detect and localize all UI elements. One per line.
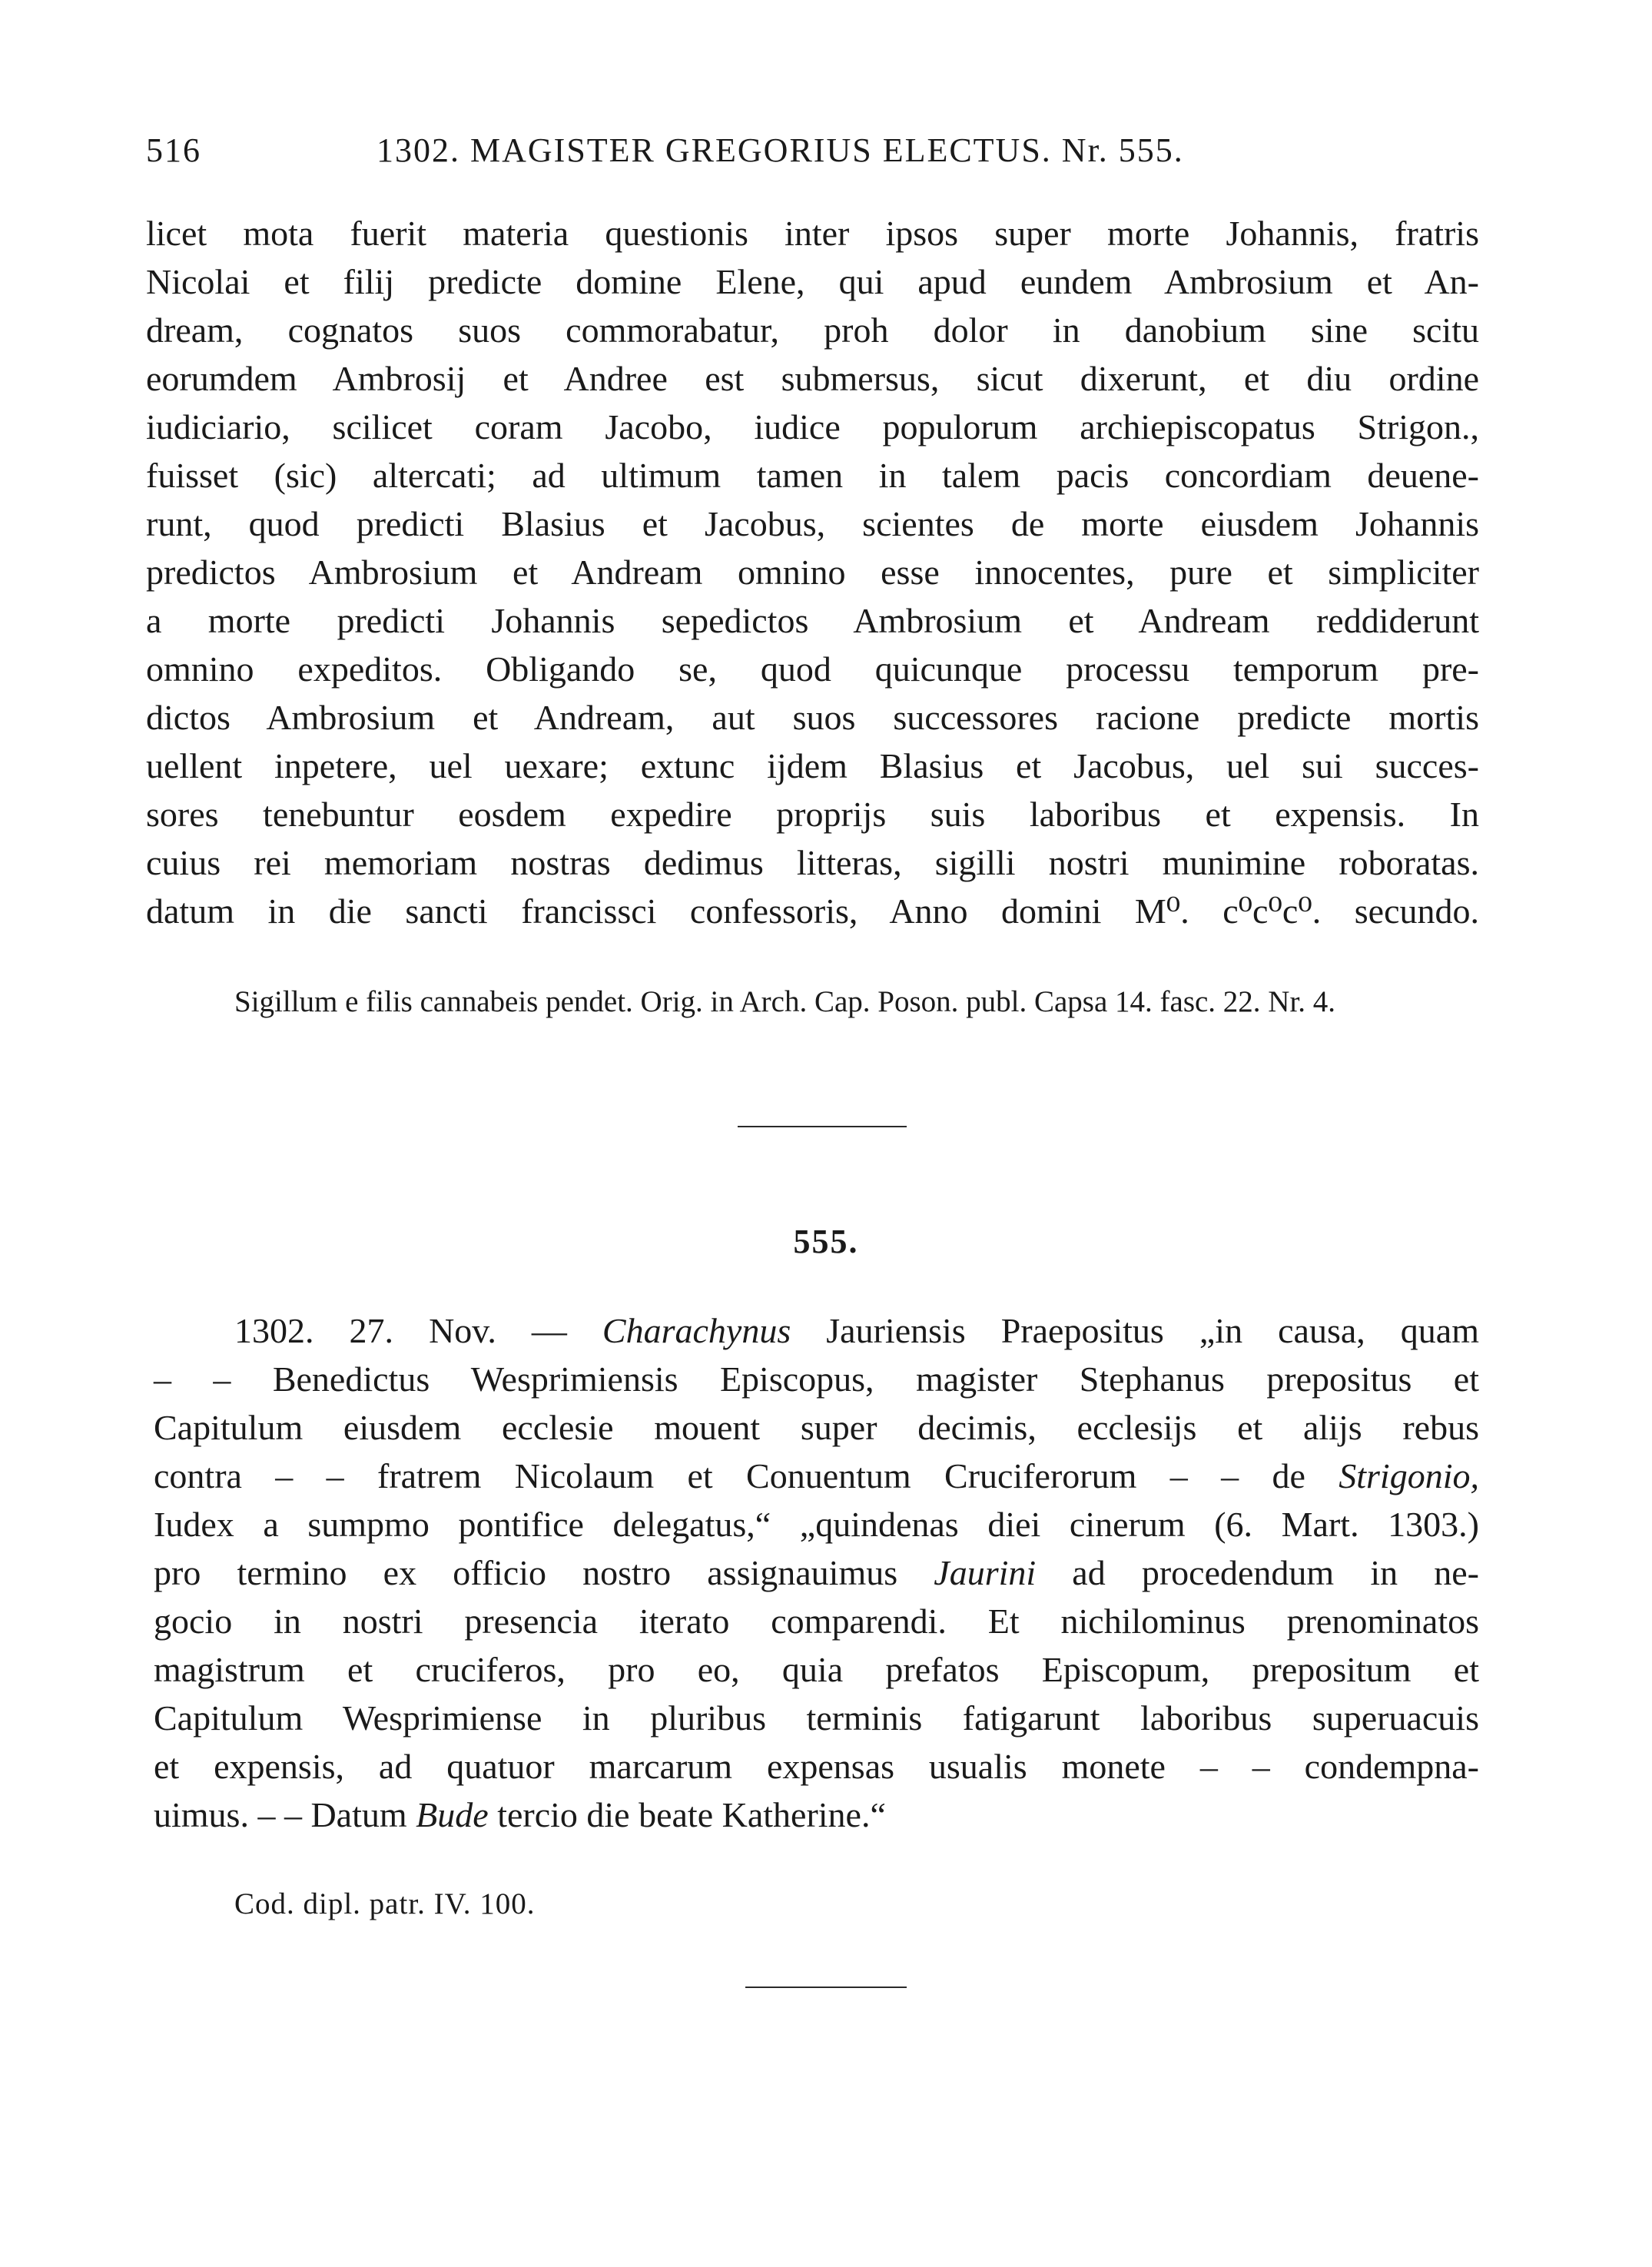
text-line: datum in die sancti francissci confessoris, Anno domini M⁰. c⁰c⁰c⁰. secundo. — [146, 891, 1479, 931]
text-line: sores tenebuntur eosdem expedire proprijs suis laboribus et expensis. In — [146, 795, 1479, 834]
entry-text-segment: uimus. – – Datum — [154, 1795, 416, 1834]
place-name: Strigonio, — [1339, 1456, 1479, 1495]
text-line: dream, cognatos suos commorabatur, proh dolor in danobium sine scitu — [146, 310, 1479, 350]
section-divider — [738, 1126, 907, 1127]
text-line: Nicolai et filij predicte domine Elene, qui apud eundem Ambrosium et An- — [146, 262, 1479, 301]
section-divider — [745, 1987, 907, 1988]
continuation-text — [146, 209, 1479, 935]
source-note: Sigillum e filis cannabeis pendet. Orig. in Arch. Cap. Poson. publ. Capsa 14. fasc. 22. Nr. 4. — [234, 985, 1336, 1018]
person-name: Charachynus — [602, 1311, 791, 1350]
text-line: fuisset (sic) altercati; ad ultimum tamen in talem pacis concordiam deuene- — [146, 456, 1479, 495]
entry-line: Capitulum eiusdem ecclesie mouent super decimis, ecclesijs et alijs rebus — [154, 1408, 1479, 1447]
entry-line: gocio in nostri presencia iterato comparendi. Et nichilominus prenominatos — [154, 1602, 1479, 1641]
entry-text-segment: Jauriensis Praepositus „in causa, quam — [791, 1311, 1480, 1350]
continuation-paragraph — [146, 209, 1479, 935]
text-line: omnino expeditos. Obligando se, quod quicunque processu temporum pre- — [146, 649, 1479, 689]
text-line: eorumdem Ambrosij et Andree est submersus, sicut dixerunt, et diu ordine — [146, 359, 1479, 398]
place-name: Jaurini — [934, 1553, 1037, 1592]
place-name: Bude — [416, 1795, 489, 1834]
text-line: dictos Ambrosium et Andream, aut suos successores racione predicte mortis — [146, 698, 1479, 737]
text-line: a morte predicti Johannis sepedictos Ambrosium et Andream reddiderunt — [146, 601, 1479, 640]
entry-date: 1302. 27. Nov. — — [234, 1311, 602, 1350]
entry-text-segment: ad procedendum in ne- — [1036, 1553, 1479, 1592]
entry-text-segment: tercio die beate Katherine.“ — [488, 1795, 886, 1834]
entry-line — [154, 1548, 1479, 1597]
entry-line — [154, 1306, 1479, 1355]
entry-line: et expensis, ad quatuor marcarum expensas usualis monete – – condempna- — [154, 1747, 1479, 1786]
entry-line: Iudex a sumpmo pontifice delegatus,“ „quindenas diei cinerum (6. Mart. 1303.) — [154, 1505, 1479, 1544]
entry-line — [154, 1791, 1479, 1839]
text-line: iudiciario, scilicet coram Jacobo, iudice populorum archiepiscopatus Strigon., — [146, 407, 1479, 446]
text-line: uellent inpetere, uel uexare; extunc ijdem Blasius et Jacobus, uel sui succes- — [146, 746, 1479, 785]
document-number: 555. — [793, 1223, 859, 1260]
entry-text-segment: pro termino ex officio nostro assignauimus — [154, 1553, 934, 1592]
running-title: 1302. MAGISTER GREGORIUS ELECTUS. Nr. 555. — [377, 131, 1184, 169]
entry-line: magistrum et cruciferos, pro eo, quia prefatos Episcopum, prepositum et — [154, 1650, 1479, 1689]
entry-text-segment: contra – – fratrem Nicolaum et Conuentum Cruciferorum – – de — [154, 1456, 1339, 1495]
entry-line: – – Benedictus Wesprimiensis Episcopus, magister Stephanus prepositus et — [154, 1359, 1479, 1399]
running-head — [146, 115, 1491, 169]
text-line: cuius rei memoriam nostras dedimus litteras, sigilli nostri munimine roboratas. — [146, 843, 1479, 882]
page-number: 516 — [146, 131, 201, 169]
citation: Cod. dipl. patr. IV. 100. — [234, 1887, 536, 1920]
text-line: licet mota fuerit materia questionis inter ipsos super morte Johannis, fratris — [146, 214, 1479, 253]
text-line: runt, quod predicti Blasius et Jacobus, scientes de morte eiusdem Johannis — [146, 504, 1479, 543]
entry-line: Capitulum Wesprimiense in pluribus terminis fatigarunt laboribus superuacuis — [154, 1698, 1479, 1738]
text-line: predictos Ambrosium et Andream omnino esse innocentes, pure et simpliciter — [146, 553, 1479, 592]
entry-line — [154, 1452, 1479, 1500]
entry-text — [154, 1306, 1479, 1839]
